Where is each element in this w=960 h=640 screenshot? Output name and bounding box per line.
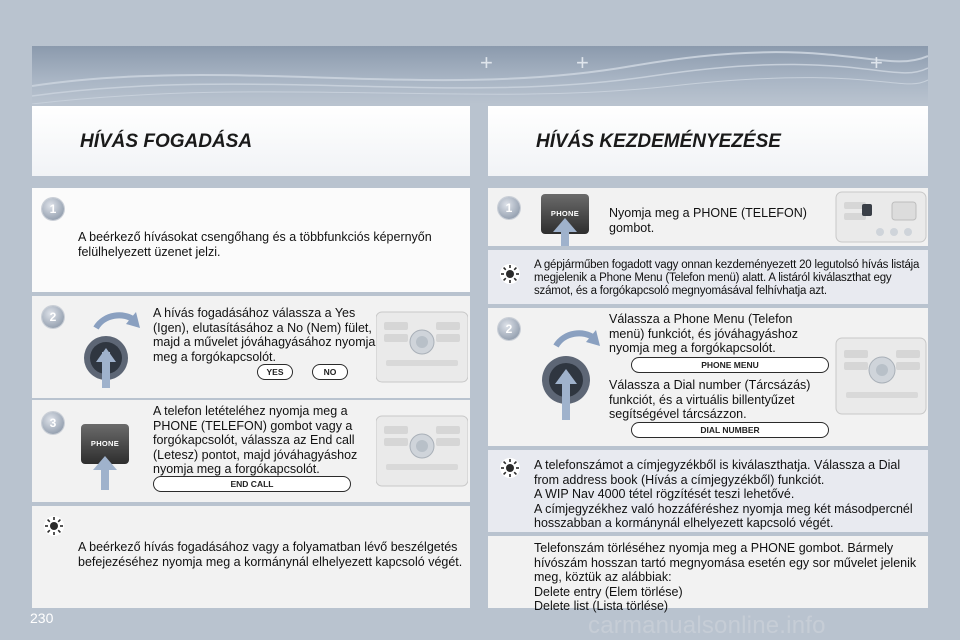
console-illustration: [834, 328, 928, 424]
phone-button[interactable]: PHONE: [81, 424, 129, 464]
left-step-3-panel: [32, 400, 470, 502]
right-title-panel: [488, 106, 928, 176]
step-text: Válassza a Dial number (Tárcsázás) funkciót, és a virtuális billentyűzet segítségével tárcsázzon.: [609, 378, 811, 421]
arrow-up-icon: [93, 456, 117, 490]
section-title: HÍVÁS FOGADÁSA: [80, 131, 253, 152]
step-number-badge: 1: [42, 198, 64, 220]
right-step-1-panel: [488, 188, 928, 246]
phone-button[interactable]: PHONE: [541, 194, 589, 234]
arrow-up-icon: [553, 218, 577, 246]
step-text: Válassza a Phone Menu (Telefon menü) funkciót, és jóváhagyáshoz nyomja meg a forgókapcsolót.: [609, 312, 798, 355]
plus-decoration: +: [480, 50, 493, 75]
right-tip-3-panel: [488, 536, 928, 613]
console-illustration: [834, 188, 928, 246]
phone-menu-option[interactable]: PHONE MENU: [631, 357, 829, 373]
right-step-2-panel: [488, 308, 928, 446]
tip-sun-icon: [498, 262, 522, 286]
step-text: A beérkező hívásokat csengőhang és a többfunkciós képernyőn felülhelyezett üzenet jelzi.: [78, 230, 432, 259]
no-tab[interactable]: NO: [312, 364, 348, 380]
yes-tab[interactable]: YES: [257, 364, 293, 380]
left-step-2-panel: [32, 296, 470, 398]
tip-sun-icon: [42, 514, 66, 538]
right-tip-1-panel: [488, 250, 928, 304]
tip-text: A gépjárműben fogadott vagy onnan kezdeményezett 20 legutolsó hívás listája megjelenik a Phone Menu (Telefon menü) alatt. A listáról kiválaszthat egy számot, és a forgókapcsoló megnyomásával felhívhatja azt.: [534, 259, 920, 297]
tip-text: Telefonszám törléséhez nyomja meg a PHONE gombot. Bármely hívószám hosszan tartó megnyomása esetén egy sor művelet jelenik meg, köztük az alábbiak: Delete entry (Elem törlése) Delete list (Lista törlése): [534, 541, 917, 613]
section-title: HÍVÁS KEZDEMÉNYEZÉSE: [536, 131, 781, 152]
rotary-knob-icon: [534, 324, 604, 424]
console-illustration: [376, 406, 468, 496]
step-number-badge: 3: [42, 412, 64, 434]
step-number-badge: 2: [498, 318, 520, 340]
step-number-badge: 2: [42, 306, 64, 328]
plus-decoration: +: [576, 50, 589, 75]
page-number: 230: [30, 610, 54, 626]
step-number-badge: 1: [498, 197, 520, 219]
step-text: A hívás fogadásához válassza a Yes (Igen), elutasításához a No (Nem) fület, majd a művelet jóváhagyásához nyomja meg a forgókapcsolót.: [153, 306, 376, 364]
tip-text: A beérkező hívás fogadásához vagy a folyamatban lévő beszélgetés befejezéséhez nyomja meg a kormánynál elhelyezett kapcsoló végét.: [78, 540, 463, 569]
end-call-option[interactable]: END CALL: [153, 476, 351, 492]
plus-decoration: +: [870, 50, 883, 75]
dial-number-option[interactable]: DIAL NUMBER: [631, 422, 829, 438]
left-tip-panel: [32, 506, 470, 608]
left-step-1-panel: [32, 188, 470, 292]
tip-sun-icon: [498, 456, 522, 480]
step-text: A telefon letételéhez nyomja meg a PHONE (TELEFON) gombot vagy a forgókapcsolót, válassza az End call (Letesz) pontot, majd jóváhagyáshoz nyomja meg a forgókapcsolót.: [153, 404, 358, 476]
tip-text: A telefonszámot a címjegyzékből is kiválaszthatja. Válassza a Dial from address book (Hívás a címjegyzékből) funkciót. A WIP Nav 4000 tétel rögzítését teszi lehetővé. A címjegyzékhez való hozzáféréshez nyomja meg két másodpercnél hosszabban a kormánynál elhelyezett kapcsoló végét.: [534, 458, 913, 530]
rotary-knob-icon: [74, 306, 144, 392]
left-title-panel: [32, 106, 470, 176]
right-tip-2-panel: [488, 450, 928, 532]
step-text: Nyomja meg a PHONE (TELEFON) gombot.: [609, 206, 807, 235]
console-illustration: [376, 302, 468, 392]
header-band: [32, 46, 928, 104]
watermark: carmanualsonline.info: [588, 612, 826, 639]
